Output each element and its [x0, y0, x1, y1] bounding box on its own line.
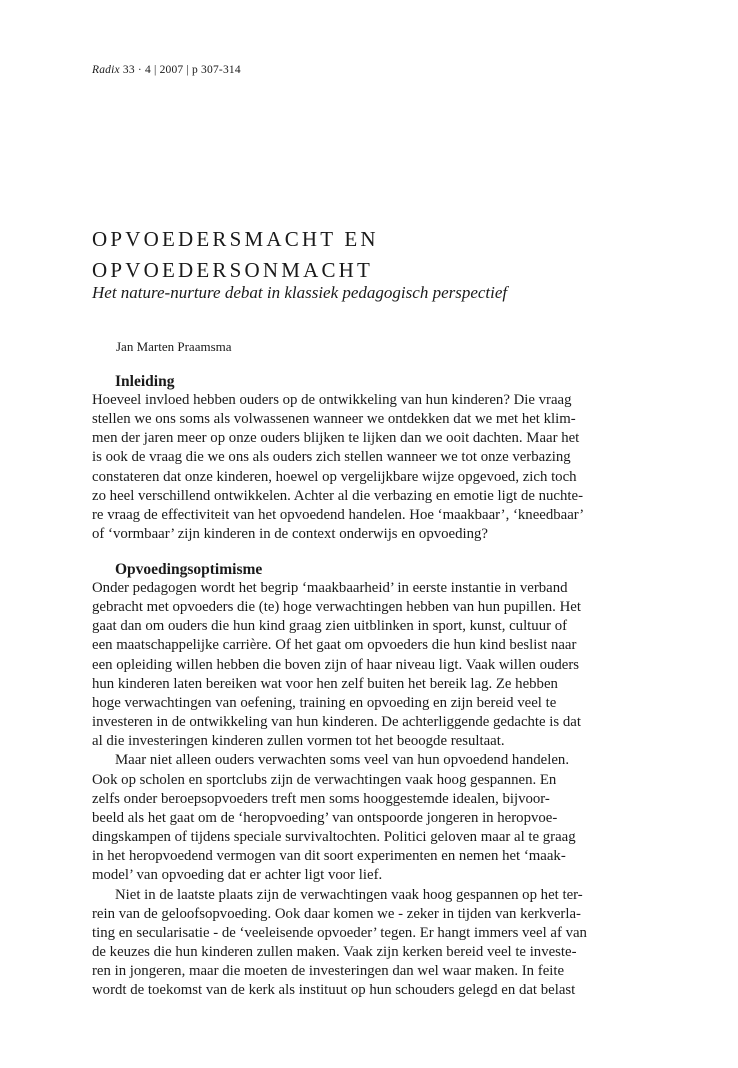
- article-subtitle: Het nature-nurture debat in klassiek pedagogisch perspectief: [92, 283, 508, 302]
- section-heading: Opvoedingsoptimisme: [115, 561, 263, 578]
- section-opvoedingsoptimisme: [92, 560, 610, 1000]
- article-title-line-2: OPVOEDERSONMACHT: [92, 258, 374, 282]
- body-paragraph: Onder pedagogen wordt het begrip ‘maakbaarheid’ in eerste instantie in verband gebracht met opvoeders die (te) hoge verwachtingen hebben van hun pupillen. Het gaat dan om ouders die hun kind graag zien uitblinken in sport, kunst, cultuur of een maatschappelijke carrière. Of het gaat om opvoeders die hun kind beslist naar een opleiding willen hebben die boven zijn of haar niveau ligt. Vaak willen ouders hun kinderen laten bereiken wat voor hen zelf buiten het bereik lag. Ze hebben hoge verwachtingen van oefening, training en opvoeding en zijn bereid veel te investeren in de ontwikkeling van hun kinderen. De achterliggende gedachte is dat al die investeringen kinderen zullen vormen tot het beoogde resultaat.: [92, 580, 581, 750]
- journal-citation: 33 · 4 | 2007 | p 307-314: [119, 64, 241, 76]
- author-name: Jan Marten Praamsma: [116, 339, 232, 354]
- journal-name: Radix: [92, 64, 120, 76]
- body-paragraph: Niet in de laatste plaats zijn de verwachtingen vaak hoog gespannen op het ter- rein van de geloofsopvoeding. Ook daar komen we - zeker in tijden van kerkverla- ting en secularisatie - de ‘veeleisende opvoeder’ tegen. Er hangt immers veel af van de keuzes die hun kinderen zullen maken. Vaak zijn kerken bereid veel te investe- ren in jongeren, maar die moeten de investeringen dan wel waar maken. In feite wordt de toekomst van de kerk als instituut op hun schouders gelegd en dat belast: [92, 886, 587, 999]
- body-paragraph: Hoeveel invloed hebben ouders op de ontwikkeling van hun kinderen? Die vraag stellen we ons soms als volwassenen wanneer we ontdekken dat we met het klim- men der jaren meer op onze ouders blijken te lijken dan we ooit dachten. Maar het is ook de vraag die we ons als ouders zich stellen wanneer we tot onze verbazing constateren dat onze kinderen, hoewel op vergelijkbare wijze opgevoed, zich toch zo heel verschillend ontwikkelen. Achter al die verbazing en emotie ligt de nuchte- re vraag de effectiviteit van het opvoedend handelen. Hoe ‘maakbaar’, ‘kneedbaar’ of ‘vormbaar’ zijn kinderen in de context onderwijs en opvoeding?: [92, 392, 585, 543]
- section-inleiding: [92, 372, 610, 544]
- body-paragraph: Maar niet alleen ouders verwachten soms veel van hun opvoedend handelen. Ook op scholen en sportclubs zijn de verwachtingen vaak hoog gespannen. En zelfs onder beroepsopvoeders treft men soms hooggestemde idealen, bijvoor- beeld als het gaat om de ‘heropvoeding’ van ontspoorde jongeren in heropvoe- dingskampen of tijdens speciale survivaltochten. Politici geloven maar al te graag in het heropvoedend vermogen van dit soort experimenten en nemen het ‘maak- model’ van opvoeding dat er achter ligt voor lief.: [92, 752, 576, 884]
- article-title-line-1: OPVOEDERSMACHT EN: [92, 227, 379, 251]
- article-title: [92, 224, 379, 286]
- running-head: [92, 64, 241, 76]
- section-heading: Inleiding: [115, 373, 175, 390]
